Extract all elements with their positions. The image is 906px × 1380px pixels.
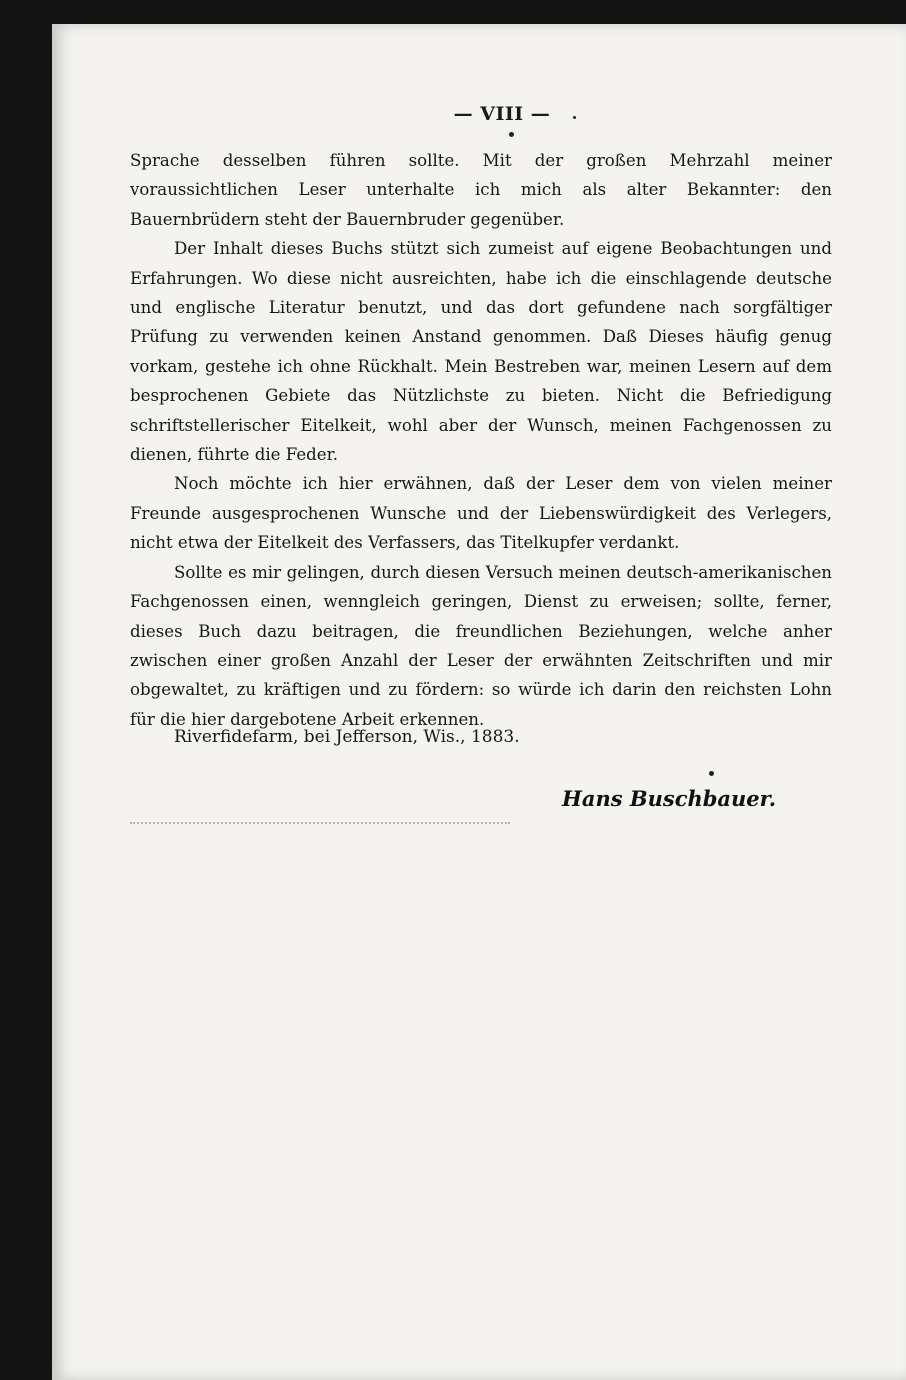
- print-speck: [573, 116, 576, 119]
- paragraph: Sollte es mir gelingen, durch diesen Versuch meinen deutsch-amerikanischen Fachgenossen einen, wenngleich geringen, Dienst zu erweisen; sollte, ferner, dieses Buch dazu beitragen, die freundlichen Beziehungen, welche anher zwischen einer großen Anzahl der Leser der erwähnten Zeitschriften und mir obgewaltet, zu kräftigen und zu fördern: so würde ich darin den reichsten Lohn für die hier dargebotene Arbeit erkennen.: [130, 562, 832, 729]
- paragraph: Sprache desselben führen sollte. Mit der großen Mehrzahl meiner voraussichtlichen Leser unterhalte ich mich als alter Bekannter: den Bauernbrüdern steht der Bauernbruder gegenüber.: [130, 151, 832, 229]
- place-date-line: Riverfidefarm, bei Jefferson, Wis., 1883.: [174, 727, 520, 747]
- faint-print-marks: [130, 822, 510, 828]
- page-number: — VIII —: [453, 103, 551, 125]
- author-signature: Hans Buschbauer.: [562, 786, 777, 811]
- paragraph: Noch möchte ich hier erwähnen, daß der Leser dem von vielen meiner Freunde ausgesprochenen Wunsche und der Liebenswürdigkeit des Verlegers, nicht etwa der Eitelkeit des Verfassers, das Titelkupfer verdankt.: [130, 474, 832, 553]
- print-speck: [709, 771, 714, 776]
- print-speck: [509, 132, 514, 137]
- paragraph: Der Inhalt dieses Buchs stützt sich zumeist auf eigene Beobachtungen und Erfahrungen. Wo diese nicht ausreichten, habe ich die einschlagende deutsche und englische Literatur benutzt, und das dort gefundene nach sorgfältiger Prüfung zu verwenden keinen Anstand genommen. Daß Dieses häufig genug vorkam, gestehe ich ohne Rückhalt. Mein Bestreben war, meinen Lesern auf dem besprochenen Gebiete das Nützlichste zu bieten. Nicht die Befriedigung schriftstellerischer Eitelkeit, wohl aber der Wunsch, meinen Fachgenossen zu dienen, führte die Feder.: [130, 239, 832, 465]
- book-page: [52, 24, 906, 1380]
- preface-text: [130, 146, 832, 734]
